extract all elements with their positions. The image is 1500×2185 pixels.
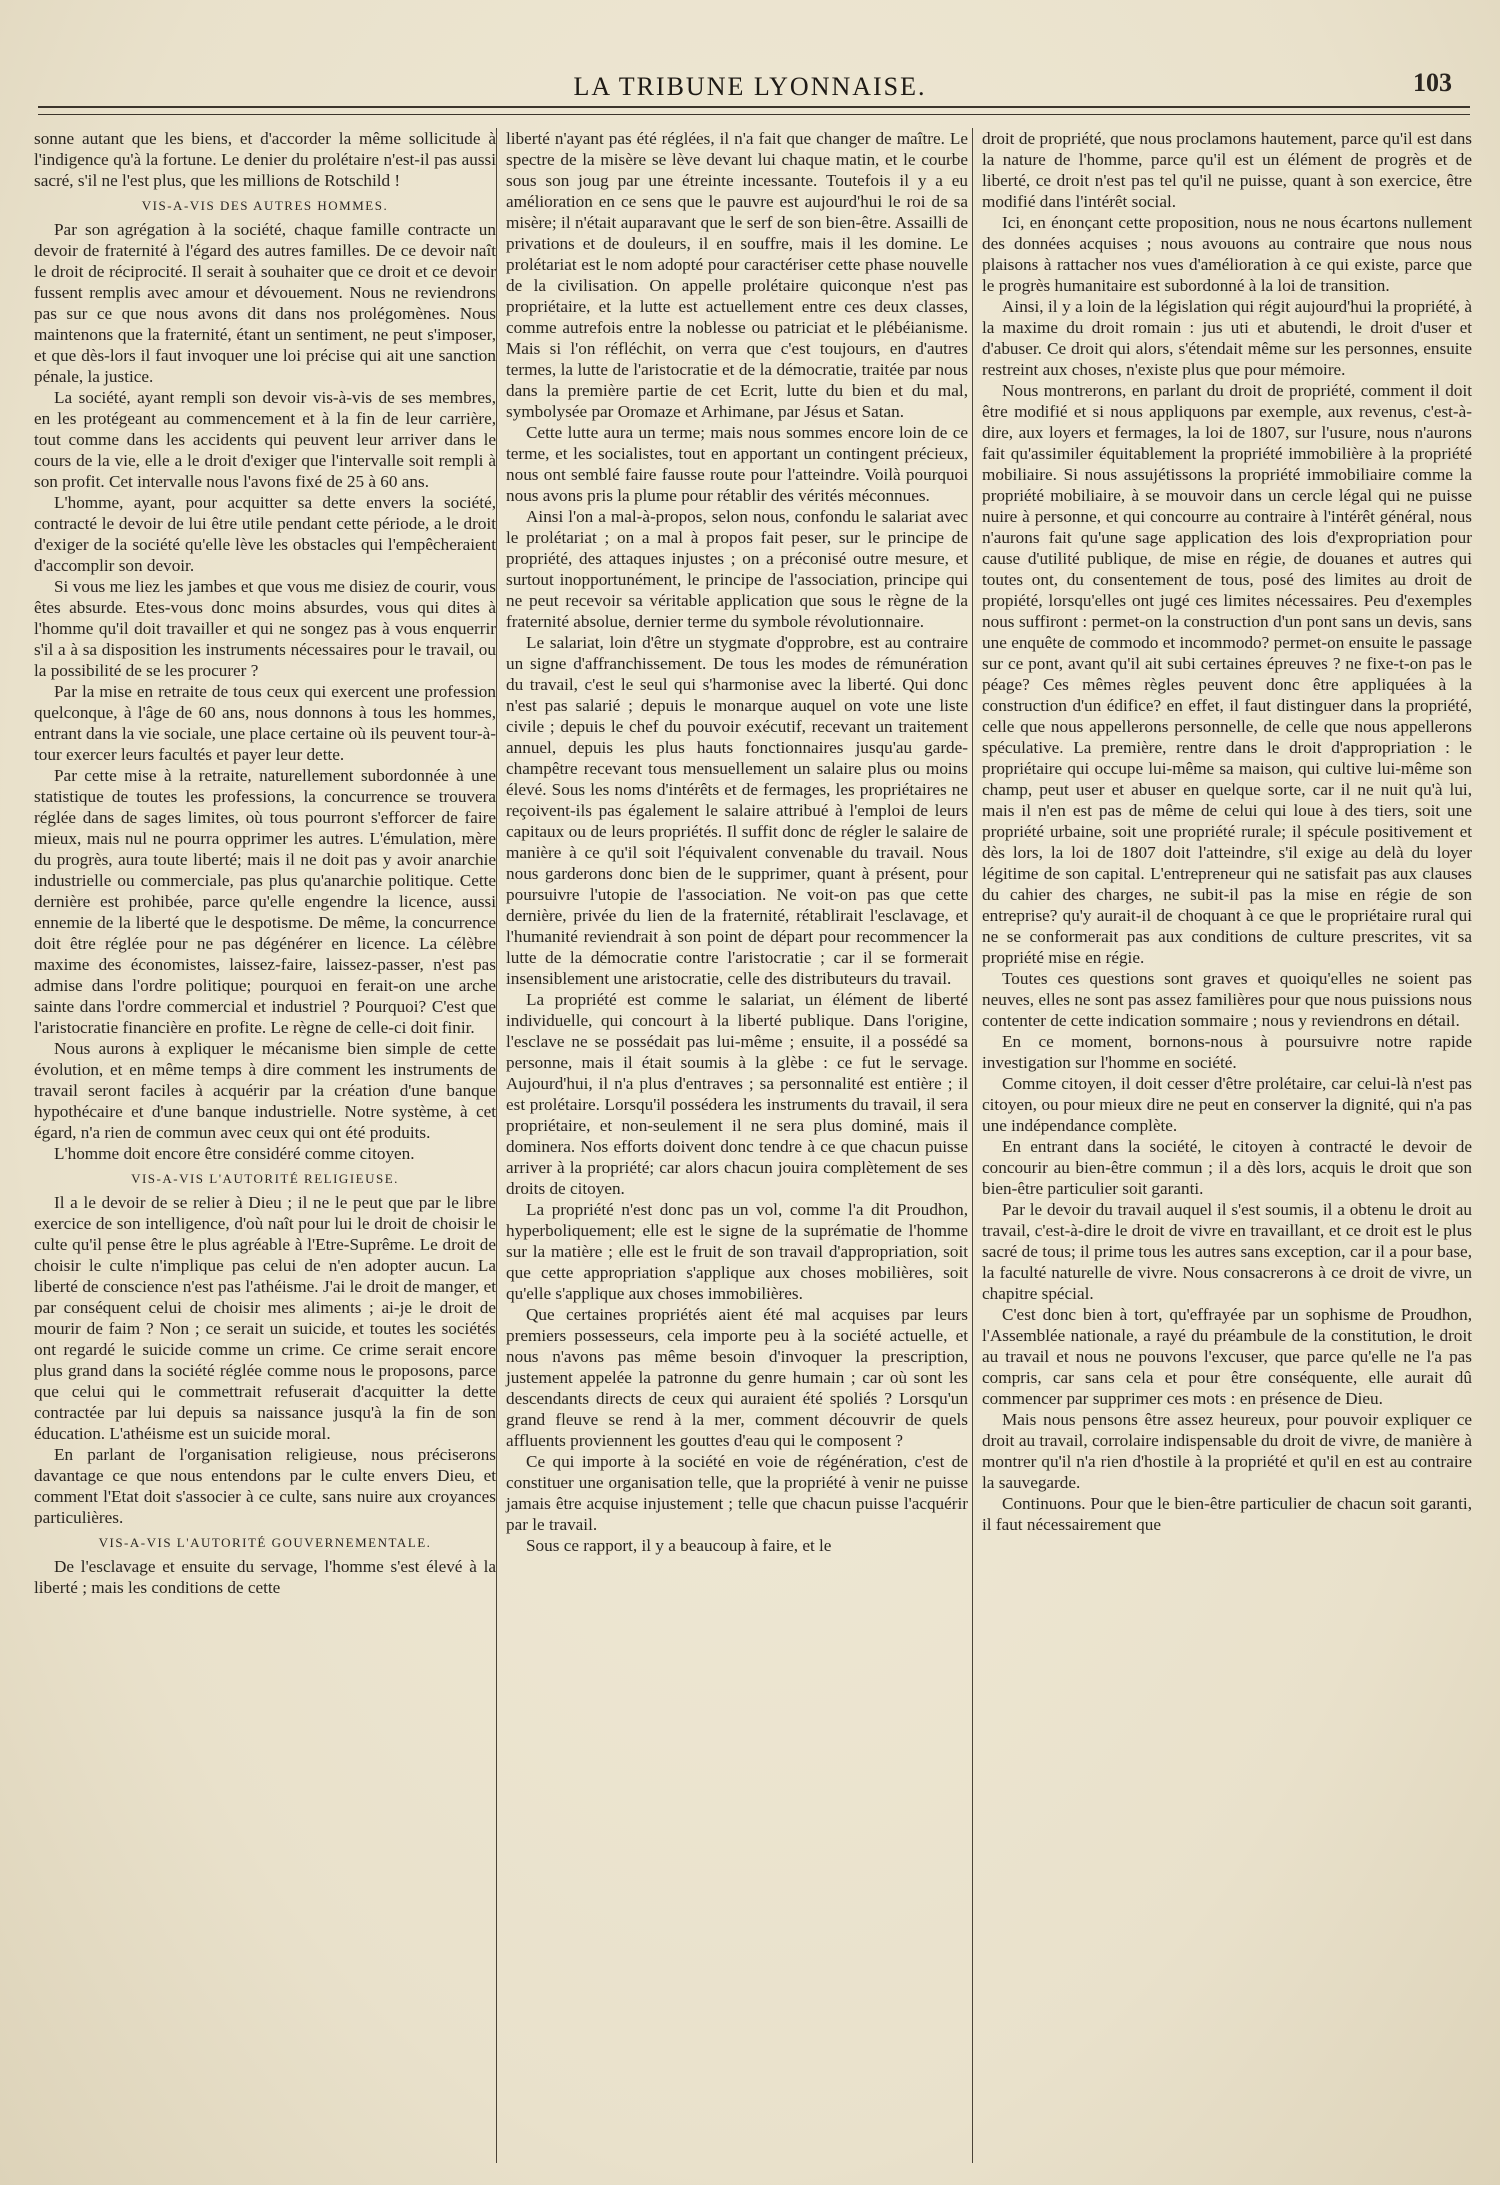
paragraph: En parlant de l'organisation religieuse, nous préciserons davantage ce que nous entendons par le culte envers Dieu, et comment l'Etat doit s'associer à ce culte, sans nuire aux croyances particulières. [34, 1445, 496, 1527]
paragraph: La propriété n'est donc pas un vol, comme l'a dit Proudhon, hyperboliquement; elle est le signe de la suprématie de l'homme sur la matière ; elle est le fruit de son travail d'appropriation, soit que cette appropriation s'applique aux choses mobilières, soit qu'elle s'applique aux choses immobilières. [506, 1200, 968, 1303]
paragraph: L'homme doit encore être considéré comme citoyen. [54, 1144, 415, 1163]
newspaper-title: LA TRIBUNE LYONNAISE. [573, 72, 927, 101]
paragraph: Sous ce rapport, il y a beaucoup à faire, et le [526, 1536, 832, 1555]
paragraph: Cette lutte aura un terme; mais nous sommes encore loin de ce terme, et les socialistes, tout en apportant un contingent précieux, nous ont semblé faire fausse route pour l'atteindre. Voilà pourquoi nous avons pris la plume pour rétablir des vérités méconnues. [506, 423, 968, 505]
paragraph: Le salariat, loin d'être un stygmate d'opprobre, est au contraire un signe d'affranchissement. De tous les modes de rémunération du travail, c'est le seul qui s'harmonise avec la liberté. Qui donc n'est pas salarié ; depuis le monarque auquel on vote une liste civile ; depuis le chef du pouvoir exécutif, recevant un traitement annuel, depuis les plus hauts fonctionnaires jusqu'au garde-champêtre recevant tous mensuellement un salaire plus ou moins élevé. Sous les noms d'intérêts et de fermages, les propriétaires ne reçoivent-ils pas également le salaire attribué à l'emploi de leurs capitaux ou de leurs propriétés. Il suffit donc de régler le salaire de manière à ce qu'il soit l'équivalent convenable du travail. Nous nous garderons donc bien de le supprimer, quant à présent, pour poursuivre l'utopie de l'association. Ne voit-on pas que cette dernière, privée du lien de la fraternité, rétablirait l'esclavage, et l'humanité reviendrait à son point de départ pour recommencer la lutte de la démocratie contre l'aristocratie ; car il se formerait insensiblement une aristocratie, celle des distributeurs du travail. [506, 633, 968, 988]
column-divider [496, 128, 497, 2163]
paragraph: Continuons. Pour que le bien-être particulier de chacun soit garanti, il faut nécessairement que [982, 1494, 1472, 1534]
paragraph: C'est donc bien à tort, qu'effrayée par un sophisme de Proudhon, l'Assemblée nationale, a rayé du préambule de la constitution, le droit au travail et nous ne pouvons l'excuser, que parce qu'elle ne l'a pas compris, car sans cela et pour être conséquente, elle aurait dû commencer par supprimer ces mots : en présence de Dieu. [982, 1305, 1472, 1408]
paragraph: Mais nous pensons être assez heureux, pour pouvoir expliquer ce droit au travail, corrolaire indispensable du droit de vivre, de manière à montrer qu'il n'a rien d'hostile à la propriété et qu'il en est au contraire la sauvegarde. [982, 1410, 1472, 1492]
paragraph: Par cette mise à la retraite, naturellement subordonnée à une statistique de toutes les professions, la concurrence se trouvera réglée dans de sages limites, où tous pourront s'efforcer de faire mieux, mais nul ne pourra opprimer les autres. L'émulation, mère du progrès, aura toute liberté; mais il ne doit pas y avoir anarchie industrielle ou commerciale, pas plus qu'anarchie politique. Cette dernière est prohibée, parce qu'elle engendre la licence, aussi ennemie de la liberté que le despotisme. De même, la concurrence doit être réglée pour ne pas dégénérer en licence. La célèbre maxime des économistes, laissez-faire, laissez-passer, n'est pas admise dans l'ordre politique; pourquoi en ferait-on une arche sainte dans l'ordre commercial et industriel ? Pourquoi? C'est que l'aristocratie financière en profite. Le règne de celle-ci doit finir. [34, 766, 496, 1037]
paragraph: La propriété est comme le salariat, un élément de liberté individuelle, qui concourt à la liberté publique. Dans l'origine, l'esclave ne se possédait pas lui-même ; ensuite, il a possédé sa personne, mais il était soumis à la glèbe : ce fut le servage. Aujourd'hui, il n'a plus d'entraves ; sa personnalité est entière ; il est prolétaire. Lorsqu'il possédera les instruments du travail, il sera propriétaire, et non-seulement il ne sera plus dominé, mais il dominera. Nos efforts doivent donc tendre à ce que chacun puisse arriver à la propriété; car alors chacun jouira complètement de ses droits de citoyen. [506, 990, 968, 1198]
paragraph: L'homme, ayant, pour acquitter sa dette envers la société, contracté le devoir de lui être utile pendant cette période, a le droit d'exiger de la société qu'elle lève les obstacles qui l'empêcheraient d'accomplir son devoir. [34, 493, 496, 575]
section-heading: VIS-A-VIS L'AUTORITÉ RELIGIEUSE. [131, 1171, 399, 1186]
paragraph: sonne autant que les biens, et d'accorder la même sollicitude à l'indigence qu'à la fortune. Le denier du prolétaire n'est-il pas aussi sacré, s'il ne l'est plus, que les millions de Rotschild ! [34, 129, 496, 190]
paragraph: La société, ayant rempli son devoir vis-à-vis de ses membres, en les protégeant au commencement et à la fin de leur carrière, tout comme dans les accidents qui peuvent leur arriver dans le cours de la vie, elle a le droit d'exiger que l'intervalle soit rempli à son profit. Cet intervalle nous l'avons fixé de 25 à 60 ans. [34, 388, 496, 491]
paragraph: droit de propriété, que nous proclamons hautement, parce qu'il est dans la nature de l'homme, parce qu'il est un élément de progrès et de liberté, ce droit n'est pas tel qu'il ne puisse, quant à son exercice, être modifié dans l'intérêt social. [982, 129, 1472, 211]
paragraph: Nous montrerons, en parlant du droit de propriété, comment il doit être modifié et si nous appliquons par exemple, aux revenus, c'est-à-dire, aux loyers et fermages, la loi de 1807, sur l'usure, nous n'aurons fait qu'assimiler équitablement la propriété immobilière à la propriété mobiliaire. Si nous assujétissons la propriété immobiliaire comme la propriété mobiliaire, à se mouvoir dans un cercle légal qui ne puisse nuire à personne, et qui concourre au contraire à l'intérêt général, nous n'aurons fait qu'une sage application des lois d'expropriation pour cause d'utilité publique, de mise en régie, de douanes et autres qui toutes ont, du consentement de tous, posé des limites au droit de propiété, lorsqu'elles ont jugé ces limites nécessaires. Peu d'exemples nous suffiront : permet-on la construction d'un pont sans un devis, sans une enquête de commodo et incommodo? permet-on ensuite le passage sur ce pont, avant qu'il ait subi certaines épreuves ? ne fixe-t-on pas le péage? Ces mêmes règles peuvent donc être appliquées à la construction d'un édifice? en effet, il faut distinguer dans la propriété, celle que nous appellerons personnelle, de celle que nous appellerons spéculative. La première, rentre dans le droit d'appropriation : le propriétaire qui occupe lui-même sa maison, qui cultive lui-même son champ, peut user et abuser en quelque sorte, car il ne nuit qu'à lui, mais il n'en est pas de même de celui qui loue à des tiers, soit une propriété urbaine, soit une propriété rurale; il spécule positivement et dès lors, la loi de 1807 doit l'atteindre, s'il exige au delà du loyer légitime de son capital. L'entrepreneur qui ne satisfait pas aux clauses du cahier des charges, ne subit-il pas la mise en régie de son entreprise? qu'y aurait-il de choquant à ce que le propriétaire rural qui ne se conformerait pas aux conditions de culture prescrites, vit sa propriété mise en régie. [982, 381, 1472, 967]
paragraph: Ainsi l'on a mal-à-propos, selon nous, confondu le salariat avec le prolétariat ; on a mal à propos fait peser, sur le principe de propriété, des attaques injustes ; on a préconisé outre mesure, et surtout inopportunément, le principe de l'association, principe qui ne peut recevoir sa véritable application que sous le règne de la fraternité absolue, dernier terme du symbole révolutionnaire. [506, 507, 968, 631]
paragraph: Par le devoir du travail auquel il s'est soumis, il a obtenu le droit au travail, c'est-à-dire le droit de vivre en travaillant, et ce droit est le plus sacré de tous; il prime tous les autres sans exception, car il a pour base, la faculté naturelle de vivre. Nous consacrerons à ce droit de vivre, un chapitre spécial. [982, 1200, 1472, 1303]
paragraph: Par la mise en retraite de tous ceux qui exercent une profession quelconque, à l'âge de 60 ans, nous donnons à tous les hommes, entrant dans la vie sociale, une place certaine où ils peuvent tour-à-tour exercer leurs facultés et payer leur dette. [34, 682, 496, 764]
header-rule [38, 106, 1470, 115]
paragraph: En entrant dans la société, le citoyen à contracté le devoir de concourir au bien-être commun ; il a dès lors, acquis le droit que son bien-être particulier soit garanti. [982, 1137, 1472, 1198]
paragraph: Ainsi, il y a loin de la législation qui régit aujourd'hui la propriété, à la maxime du droit romain : jus uti et abutendi, le droit d'user et d'abuser. Ce droit qui alors, s'étendait même sur les personnes, ensuite restreint aux choses, n'existe plus que pour mémoire. [982, 297, 1472, 379]
column-1 [34, 128, 496, 1598]
paragraph: Par son agrégation à la société, chaque famille contracte un devoir de fraternité à l'égard des autres familles. De ce devoir naît le droit de réciprocité. Il serait à souhaiter que ce droit et ce devoir fussent remplis avec amour et dévouement. Nous ne reviendrons pas sur ce que nous avons dit dans nos prolégomènes. Nous maintenons que la fraternité, étant un sentiment, ne peut s'imposer, et que dès-lors il faut invoquer une loi précise qui ait une sanction pénale, la justice. [34, 220, 496, 386]
column-2 [506, 128, 968, 1556]
column-divider [972, 128, 973, 2163]
section-heading: VIS-A-VIS L'AUTORITÉ GOUVERNEMENTALE. [98, 1535, 432, 1550]
paragraph: Ici, en énonçant cette proposition, nous ne nous écartons nullement des données acquises ; nous avouons au contraire que nous nous plaisons à rattacher nos vues d'amélioration à ce qui existe, parce que le progrès humanitaire est subordonné à la loi de transition. [982, 213, 1472, 295]
paragraph: Si vous me liez les jambes et que vous me disiez de courir, vous êtes absurde. Etes-vous donc moins absurdes, vous qui dites à l'homme qu'il doit travailler et qui ne songez pas à vous enquerrir s'il a à sa disposition les instruments nécessaires pour le travail, ou la possibilité de se les procurer ? [34, 577, 496, 680]
masthead [30, 62, 1470, 108]
paragraph: Toutes ces questions sont graves et quoiqu'elles ne soient pas neuves, elles ne sont pas assez familières pour que nous puissions nous contenter de cette indication sommaire ; nous y reviendrons en détail. [982, 969, 1472, 1030]
paragraph: Nous aurons à expliquer le mécanisme bien simple de cette évolution, et en même temps à dire comment les instruments de travail seront faciles à acquérir par la création d'une banque hypothécaire et d'une banque industrielle. Notre système, à cet égard, n'a rien de commun avec ceux qui ont été produits. [34, 1039, 496, 1142]
section-heading: VIS-A-VIS DES AUTRES HOMMES. [141, 198, 389, 213]
page-number: 103 [1413, 68, 1452, 97]
paragraph: En ce moment, bornons-nous à poursuivre notre rapide investigation sur l'homme en société. [982, 1032, 1472, 1072]
paragraph: De l'esclavage et ensuite du servage, l'homme s'est élevé à la liberté ; mais les conditions de cette [34, 1557, 496, 1597]
paragraph: liberté n'ayant pas été réglées, il n'a fait que changer de maître. Le spectre de la misère se lève devant lui chaque matin, et le courbe sous son joug par une étreinte incessante. Toutefois il y a eu amélioration en ce sens que le pauvre est aujourd'hui le roi de sa misère; il n'était auparavant que le serf de son bien-être. Assailli de privations et de douleurs, il en souffre, mais il les domine. Le prolétariat est le nom adopté pour caractériser cette phase nouvelle de la civilisation. On appelle prolétaire quiconque n'est pas propriétaire, et la lutte est actuellement entre ces deux classes, comme autrefois entre la noblesse ou patriciat et le plébéianisme. Mais si l'on réfléchit, on verra que c'est toujours, en d'autres termes, la lutte de l'aristocratie et de la démocratie, traitée par nous dans la première partie de cet Ecrit, lutte du bien et du mal, symbolysée par Oromaze et Arhimane, par Jésus et Satan. [506, 129, 968, 421]
paragraph: Ce qui importe à la société en voie de régénération, c'est de constituer une organisation telle, que la propriété à venir ne puisse jamais être acquise injustement ; telle que chacun puisse l'acquérir par le travail. [506, 1452, 968, 1534]
paragraph: Comme citoyen, il doit cesser d'être prolétaire, car celui-là n'est pas citoyen, ou pour mieux dire ne peut en conserver la dignité, qui n'a pas une indépendance complète. [982, 1074, 1472, 1135]
paragraph: Il a le devoir de se relier à Dieu ; il ne le peut que par le libre exercice de son intelligence, d'où naît pour lui le droit de choisir le culte qu'il pense être le plus agréable à l'Etre-Suprême. Le droit de choisir le culte n'implique pas celui de n'en adopter aucun. La liberté de conscience n'est pas l'athéisme. J'ai le droit de manger, et par conséquent celui de choisir mes aliments ; ai-je le droit de mourir de faim ? Non ; ce serait un suicide, et toutes les sociétés ont regardé le suicide comme un crime. Ce crime serait encore plus grand dans la société réglée comme nous le proposons, parce que celui qui le commettrait refuserait d'acquitter la dette contractée par lui depuis sa naissance jusqu'à la fin de son éducation. L'athéisme est un suicide moral. [34, 1193, 496, 1443]
paragraph: Que certaines propriétés aient été mal acquises par leurs premiers possesseurs, cela importe peu à la société actuelle, et nous n'avons pas même besoin d'invoquer la prescription, justement appelée la patronne du genre humain ; car où sont les descendants directs de ceux qui auraient été spoliés ? Lorsqu'un grand fleuve se rend à la mer, comment découvrir de quels affluents proviennent les gouttes d'eau qui le composent ? [506, 1305, 968, 1450]
column-3 [982, 128, 1472, 1535]
